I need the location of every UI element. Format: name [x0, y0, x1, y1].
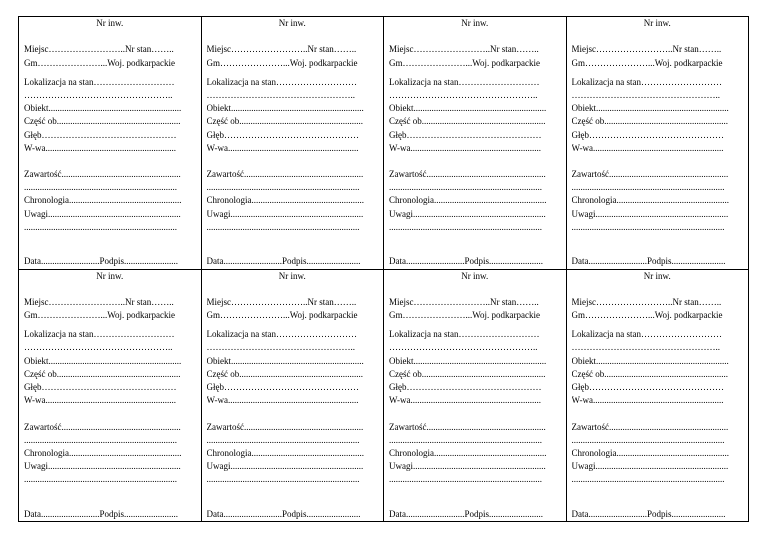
zawartosc-continuation-line[interactable]: ....................................................................: [571, 182, 725, 193]
inventory-card: [567, 270, 750, 523]
czesc-ob-field[interactable]: Część ob.......................................................: [389, 116, 546, 127]
data-field[interactable]: Data..........................: [571, 256, 647, 267]
uwagi-field[interactable]: Uwagi...........................................................: [571, 208, 729, 219]
uwagi-continuation-line[interactable]: ....................................................................: [389, 474, 542, 485]
obiekt-field[interactable]: Obiekt...........................................................: [206, 103, 364, 114]
lokalizacja-continuation-line[interactable]: …………………………………………..: [206, 342, 355, 353]
uwagi-continuation-line[interactable]: ....................................................................: [571, 474, 725, 485]
czesc-ob-field[interactable]: Część ob.......................................................: [571, 116, 728, 127]
miejsc-nr-stan-field[interactable]: Miejsc……………………..Nr stan……..: [206, 44, 357, 55]
gleb-field[interactable]: Głęb………………………………………: [24, 129, 177, 140]
chronologia-field[interactable]: Chronologia..................................................: [206, 447, 364, 458]
miejsc-nr-stan-field[interactable]: Miejsc……………………..Nr stan……..: [24, 44, 174, 55]
podpis-field[interactable]: Podpis........................: [464, 508, 544, 519]
nr-inw-label: Nr inw.: [96, 18, 124, 28]
lokalizacja-field[interactable]: Lokalizacja na stan………………………: [571, 329, 722, 340]
miejsc-nr-stan-field[interactable]: Miejsc……………………..Nr stan……..: [206, 296, 357, 307]
lokalizacja-field[interactable]: Lokalizacja na stan………………………: [389, 329, 540, 340]
uwagi-continuation-line[interactable]: ....................................................................: [206, 221, 360, 232]
zawartosc-field[interactable]: Zawartość.....................................................: [571, 169, 729, 180]
zawartosc-continuation-line[interactable]: ....................................................................: [24, 182, 177, 193]
chronologia-field[interactable]: Chronologia..................................................: [389, 195, 547, 206]
podpis-field[interactable]: Podpis........................: [282, 256, 361, 267]
inventory-card: [19, 270, 202, 523]
data-field[interactable]: Data..........................: [571, 508, 647, 519]
zawartosc-field[interactable]: Zawartość.....................................................: [389, 169, 546, 180]
gm-woj-field[interactable]: Gm…………………...Woj. podkarpackie: [24, 310, 176, 321]
w-wa-field[interactable]: W-wa..........................................................: [24, 142, 176, 153]
w-wa-field[interactable]: W-wa..........................................................: [389, 142, 541, 153]
obiekt-field[interactable]: Obiekt...........................................................: [206, 355, 364, 366]
zawartosc-field[interactable]: Zawartość.....................................................: [571, 421, 729, 432]
podpis-field[interactable]: Podpis........................: [99, 508, 179, 519]
miejsc-nr-stan-field[interactable]: Miejsc……………………..Nr stan……..: [571, 296, 722, 307]
zawartosc-continuation-line[interactable]: ....................................................................: [206, 434, 360, 445]
lokalizacja-field[interactable]: Lokalizacja na stan………………………: [206, 329, 357, 340]
podpis-field[interactable]: Podpis........................: [99, 256, 179, 267]
inventory-card: [202, 270, 385, 523]
nr-inw-label: Nr inw.: [643, 18, 671, 28]
gleb-field[interactable]: Głęb………………………………………: [24, 382, 177, 392]
lokalizacja-field[interactable]: Lokalizacja na stan………………………: [206, 76, 357, 87]
miejsc-nr-stan-field[interactable]: Miejsc……………………..Nr stan……..: [389, 44, 539, 55]
uwagi-continuation-line[interactable]: ....................................................................: [389, 221, 542, 232]
lokalizacja-continuation-line[interactable]: …………………………………………..: [571, 89, 720, 100]
lokalizacja-continuation-line[interactable]: …………………………………………..: [206, 89, 355, 100]
lokalizacja-field[interactable]: Lokalizacja na stan………………………: [24, 329, 175, 340]
data-podpis-row: [389, 255, 561, 268]
podpis-field[interactable]: Podpis........................: [464, 256, 544, 267]
obiekt-field[interactable]: Obiekt...........................................................: [24, 355, 182, 366]
data-podpis-row: [24, 508, 196, 521]
zawartosc-field[interactable]: Zawartość.....................................................: [24, 169, 181, 180]
gleb-field[interactable]: Głęb………………………………………: [206, 382, 359, 392]
chronologia-field[interactable]: Chronologia..................................................: [571, 447, 729, 458]
gm-woj-field[interactable]: Gm…………………...Woj. podkarpackie: [571, 310, 723, 321]
uwagi-field[interactable]: Uwagi...........................................................: [389, 208, 546, 219]
nr-inw-label: Nr inw.: [278, 270, 306, 281]
gleb-field[interactable]: Głęb………………………………………: [206, 129, 359, 140]
data-podpis-row: [572, 508, 744, 521]
obiekt-field[interactable]: Obiekt...........................................................: [571, 355, 729, 366]
uwagi-field[interactable]: Uwagi...........................................................: [24, 461, 181, 472]
w-wa-field[interactable]: W-wa..........................................................: [389, 395, 541, 406]
w-wa-field[interactable]: W-wa..........................................................: [206, 395, 359, 406]
gleb-field[interactable]: Głęb………………………………………: [571, 382, 724, 392]
inventory-card: [567, 17, 750, 270]
w-wa-field[interactable]: W-wa..........................................................: [571, 395, 724, 406]
data-field[interactable]: Data..........................: [389, 508, 465, 519]
inventory-card: [202, 17, 385, 270]
lokalizacja-continuation-line[interactable]: …………………………………………..: [24, 89, 173, 100]
zawartosc-continuation-line[interactable]: ....................................................................: [389, 434, 542, 445]
gleb-field[interactable]: Głęb………………………………………: [571, 129, 724, 140]
chronologia-field[interactable]: Chronologia..................................................: [571, 195, 729, 206]
zawartosc-field[interactable]: Zawartość.....................................................: [389, 421, 546, 432]
chronologia-field[interactable]: Chronologia..................................................: [389, 447, 547, 458]
zawartosc-continuation-line[interactable]: ....................................................................: [571, 434, 725, 445]
podpis-field[interactable]: Podpis........................: [647, 508, 726, 519]
czesc-ob-field[interactable]: Część ob.......................................................: [389, 368, 546, 379]
lokalizacja-continuation-line[interactable]: …………………………………………..: [571, 342, 720, 353]
zawartosc-field[interactable]: Zawartość.....................................................: [206, 169, 364, 180]
chronologia-field[interactable]: Chronologia..................................................: [24, 447, 182, 458]
obiekt-field[interactable]: Obiekt...........................................................: [24, 103, 182, 114]
w-wa-field[interactable]: W-wa..........................................................: [24, 395, 176, 406]
gm-woj-field[interactable]: Gm…………………...Woj. podkarpackie: [389, 310, 541, 321]
nr-inw-label: Nr inw.: [461, 270, 489, 281]
lokalizacja-continuation-line[interactable]: …………………………………………..: [389, 89, 538, 100]
obiekt-field[interactable]: Obiekt...........................................................: [389, 103, 547, 114]
gleb-field[interactable]: Głęb………………………………………: [389, 382, 542, 392]
zawartosc-continuation-line[interactable]: ....................................................................: [389, 182, 542, 193]
gm-woj-field[interactable]: Gm…………………...Woj. podkarpackie: [571, 57, 723, 68]
miejsc-nr-stan-field[interactable]: Miejsc……………………..Nr stan……..: [571, 44, 722, 55]
inventory-card: [384, 17, 567, 270]
inventory-card: [384, 270, 567, 523]
lokalizacja-field[interactable]: Lokalizacja na stan………………………: [571, 76, 722, 87]
gm-woj-field[interactable]: Gm…………………...Woj. podkarpackie: [206, 310, 358, 321]
podpis-field[interactable]: Podpis........................: [647, 256, 726, 267]
data-field[interactable]: Data..........................: [206, 508, 282, 519]
lokalizacja-continuation-line[interactable]: …………………………………………..: [24, 342, 173, 353]
czesc-ob-field[interactable]: Część ob.......................................................: [206, 116, 363, 127]
data-podpis-row: [572, 255, 744, 268]
zawartosc-continuation-line[interactable]: ....................................................................: [206, 182, 360, 193]
miejsc-nr-stan-field[interactable]: Miejsc……………………..Nr stan……..: [24, 296, 174, 307]
gleb-field[interactable]: Głęb………………………………………: [389, 129, 542, 140]
data-podpis-row: [389, 508, 561, 521]
card-sheet: [18, 16, 749, 522]
data-podpis-row: [24, 255, 196, 268]
podpis-field[interactable]: Podpis........................: [282, 508, 361, 519]
uwagi-continuation-line[interactable]: ....................................................................: [24, 474, 177, 485]
chronologia-field[interactable]: Chronologia..................................................: [24, 195, 182, 206]
nr-inw-label: Nr inw.: [278, 18, 306, 28]
data-podpis-row: [207, 508, 379, 521]
obiekt-field[interactable]: Obiekt...........................................................: [571, 103, 729, 114]
lokalizacja-field[interactable]: Lokalizacja na stan………………………: [389, 76, 540, 87]
uwagi-continuation-line[interactable]: ....................................................................: [24, 221, 177, 232]
gm-woj-field[interactable]: Gm…………………...Woj. podkarpackie: [389, 57, 541, 68]
uwagi-continuation-line[interactable]: ....................................................................: [206, 474, 360, 485]
data-field[interactable]: Data..........................: [206, 256, 282, 267]
uwagi-field[interactable]: Uwagi...........................................................: [206, 461, 364, 472]
uwagi-field[interactable]: Uwagi...........................................................: [389, 461, 546, 472]
w-wa-field[interactable]: W-wa..........................................................: [571, 142, 724, 153]
data-field[interactable]: Data..........................: [24, 508, 100, 519]
data-podpis-row: [207, 255, 379, 268]
czesc-ob-field[interactable]: Część ob.......................................................: [206, 368, 363, 379]
miejsc-nr-stan-field[interactable]: Miejsc……………………..Nr stan……..: [389, 296, 539, 307]
nr-inw-label: Nr inw.: [96, 270, 124, 281]
czesc-ob-field[interactable]: Część ob.......................................................: [24, 368, 181, 379]
zawartosc-continuation-line[interactable]: ....................................................................: [24, 434, 177, 445]
nr-inw-label: Nr inw.: [643, 270, 671, 281]
inventory-card: [19, 17, 202, 270]
uwagi-field[interactable]: Uwagi...........................................................: [571, 461, 729, 472]
gm-woj-field[interactable]: Gm…………………...Woj. podkarpackie: [24, 57, 176, 68]
lokalizacja-continuation-line[interactable]: …………………………………………..: [389, 342, 538, 353]
gm-woj-field[interactable]: Gm…………………...Woj. podkarpackie: [206, 57, 358, 68]
zawartosc-field[interactable]: Zawartość.....................................................: [24, 421, 181, 432]
zawartosc-field[interactable]: Zawartość.....................................................: [206, 421, 364, 432]
czesc-ob-field[interactable]: Część ob.......................................................: [571, 368, 728, 379]
uwagi-field[interactable]: Uwagi...........................................................: [24, 208, 181, 219]
data-field[interactable]: Data..........................: [24, 256, 100, 267]
uwagi-continuation-line[interactable]: ....................................................................: [571, 221, 725, 232]
lokalizacja-field[interactable]: Lokalizacja na stan………………………: [24, 76, 175, 87]
czesc-ob-field[interactable]: Część ob.......................................................: [24, 116, 181, 127]
chronologia-field[interactable]: Chronologia..................................................: [206, 195, 364, 206]
w-wa-field[interactable]: W-wa..........................................................: [206, 142, 359, 153]
obiekt-field[interactable]: Obiekt...........................................................: [389, 355, 547, 366]
uwagi-field[interactable]: Uwagi...........................................................: [206, 208, 364, 219]
nr-inw-label: Nr inw.: [461, 18, 489, 28]
data-field[interactable]: Data..........................: [389, 256, 465, 267]
